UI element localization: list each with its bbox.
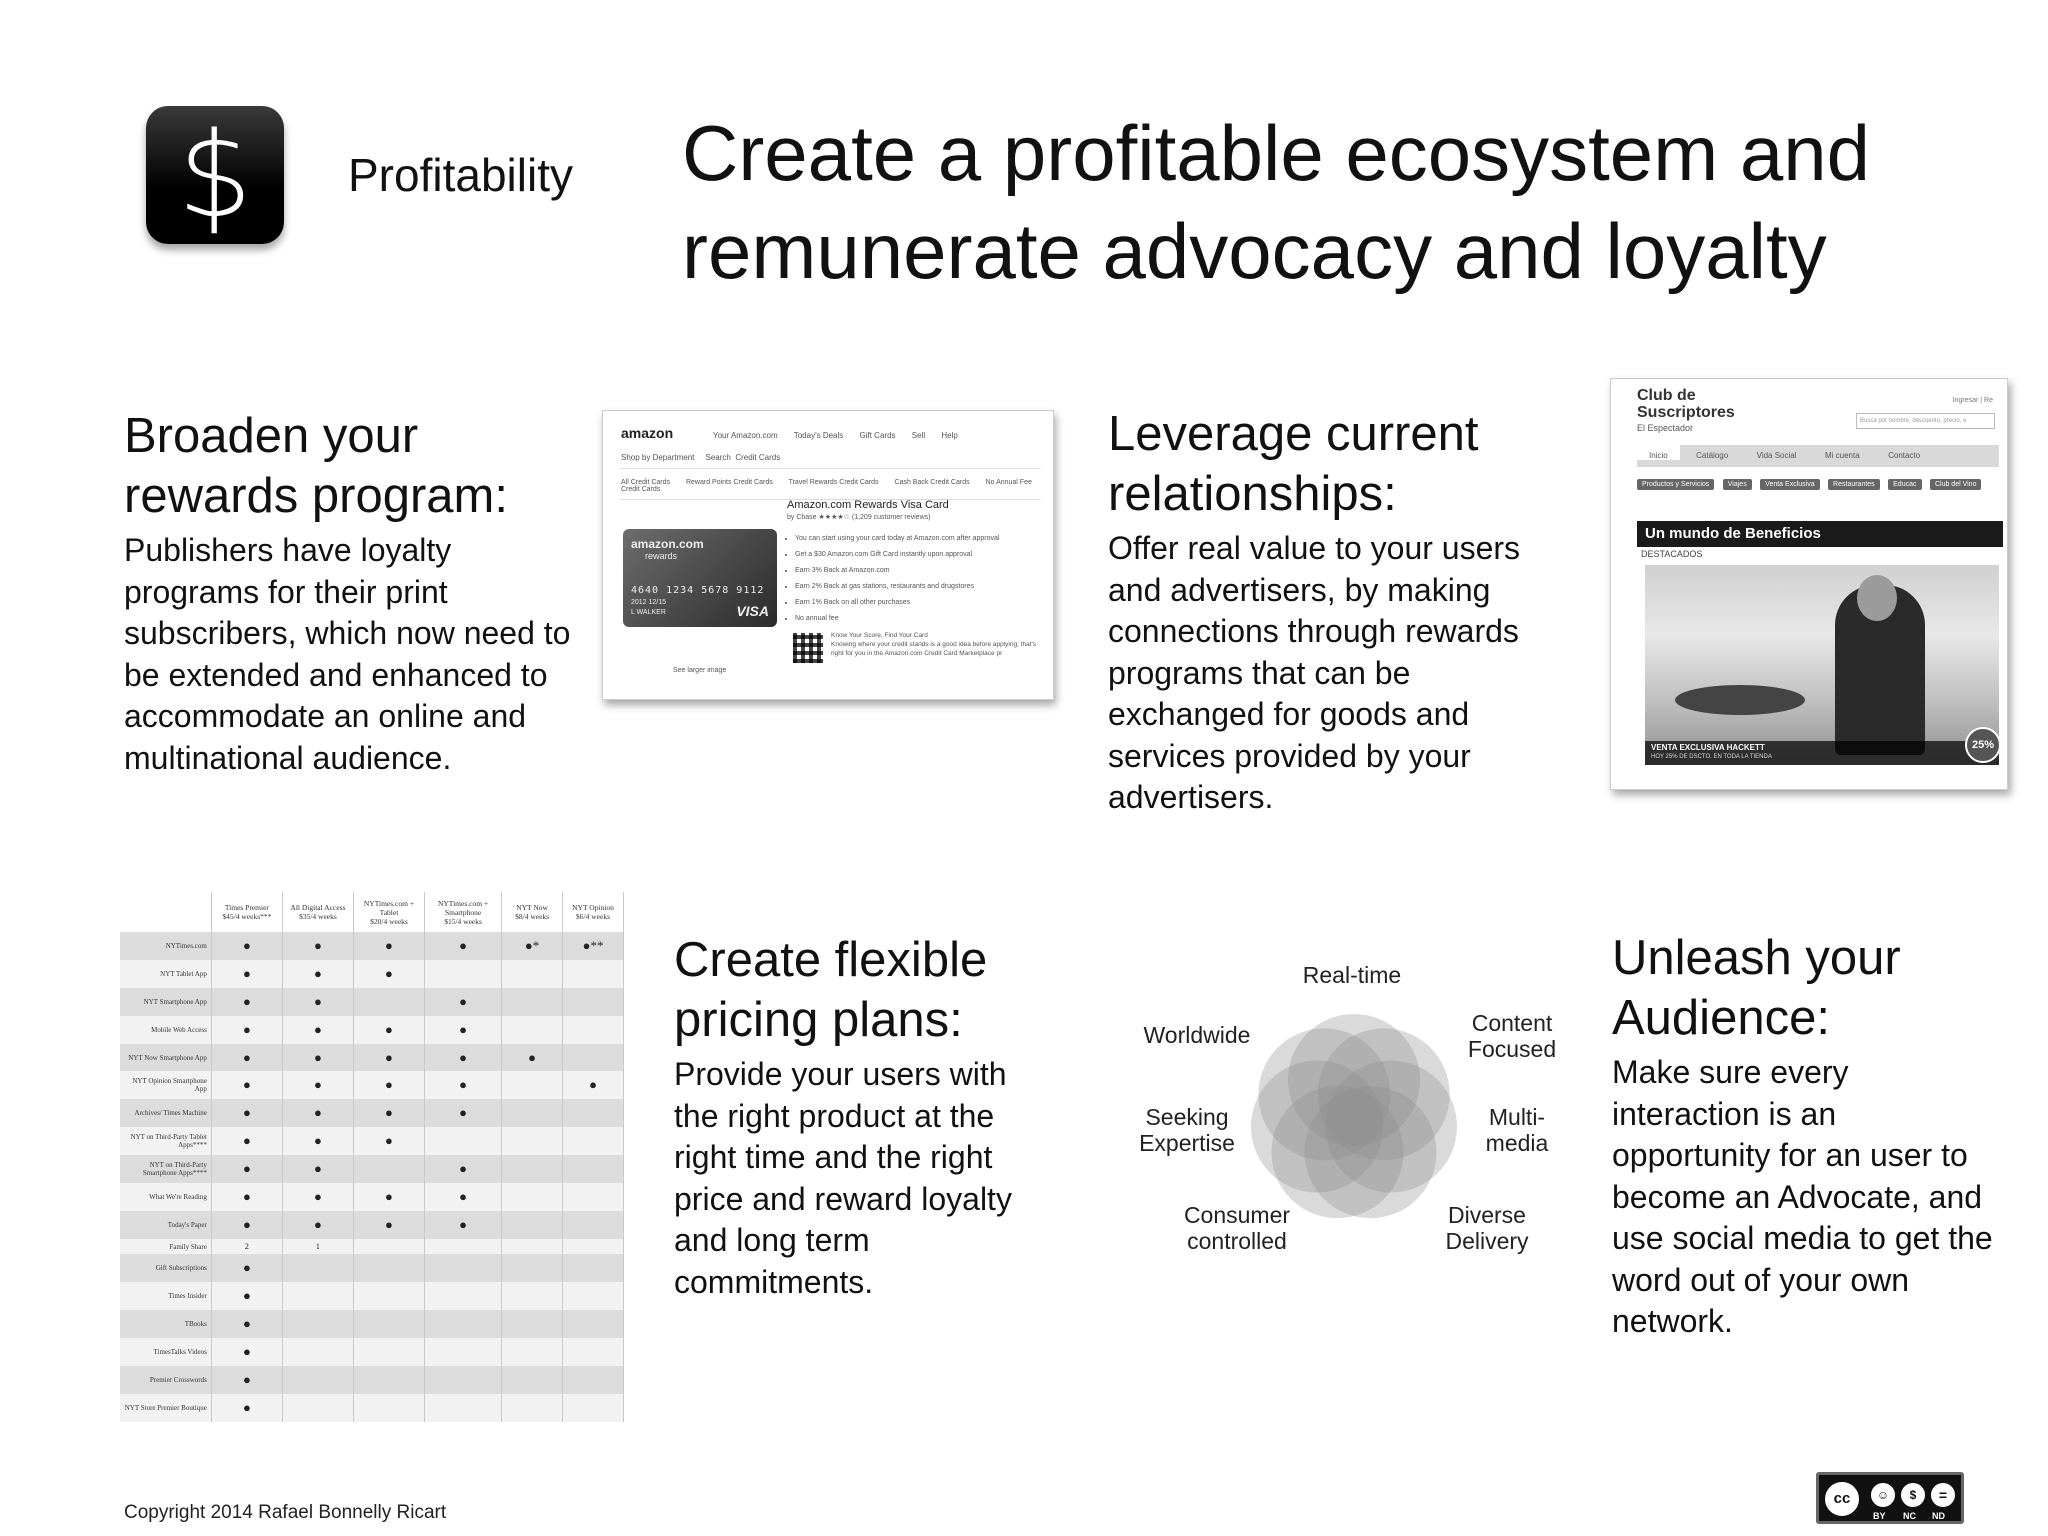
feature-cell: ● — [353, 960, 424, 988]
feature-label: What We're Reading — [120, 1183, 211, 1211]
feature-label: NYT Smartphone App — [120, 988, 211, 1016]
bullet-item: • You can start using your card today at Amazon.com after approval — [795, 531, 1051, 547]
table-row — [120, 1183, 624, 1211]
club-category: Venta Exclusiva — [1760, 479, 1819, 490]
bullet-item: • Earn 2% Back at gas stations, restaurants and drugstores — [795, 579, 1051, 595]
feature-cell — [353, 1338, 424, 1366]
card-brand-sub: rewards — [645, 551, 678, 561]
audience-venn-diagram — [1132, 940, 1572, 1280]
feature-cell — [502, 1282, 563, 1310]
feature-cell: ● — [282, 932, 353, 960]
cc-term-by: BY — [1873, 1511, 1886, 1521]
feature-cell — [353, 1282, 424, 1310]
feature-cell: ● — [211, 1099, 282, 1127]
feature-cell — [425, 1282, 502, 1310]
amazon-nav-item: Help — [941, 431, 958, 440]
feature-cell — [563, 1211, 624, 1239]
card-number: 4640 1234 5678 9112 — [631, 585, 765, 596]
club-logo-line-2: Suscriptores — [1637, 404, 1735, 421]
feature-cell: ● — [211, 1310, 282, 1338]
feature-cell: ● — [425, 1183, 502, 1211]
plan-name: NYTimes.com + Smartphone — [437, 898, 489, 917]
feature-cell — [563, 1099, 624, 1127]
feature-cell: ● — [282, 1211, 353, 1239]
section-title — [1612, 928, 2002, 1048]
section-body: Make sure every interaction is an opportunity for an user to become an Advocate, and use social media to get the word out of your own network. — [1612, 1054, 1993, 1339]
venn-label-real-time: Real-time — [1302, 962, 1402, 988]
feature-cell: ● — [211, 1155, 282, 1183]
venn-circle — [1258, 1028, 1390, 1160]
section-leverage-relationships — [1108, 404, 1548, 819]
feature-cell: ● — [282, 1071, 353, 1099]
amazon-department-bar — [621, 453, 1041, 469]
feature-cell: ● — [211, 1044, 282, 1072]
pricing-table-corner — [120, 892, 211, 932]
club-logo-line-1: Club de — [1637, 387, 1696, 404]
pricing-column-header — [563, 892, 624, 932]
feature-label: NYTimes.com — [120, 932, 211, 960]
pricing-column-header — [425, 892, 502, 932]
feature-cell: ● — [282, 1016, 353, 1044]
section-title — [124, 406, 594, 526]
pricing-table-header — [120, 892, 624, 932]
feature-cell: ● — [425, 1016, 502, 1044]
section-body: Provide your users with the right product at the right time and the right price and reward loyalty and long term commitments. — [674, 1056, 1012, 1300]
section-title — [1108, 404, 1548, 524]
feature-label: Premier Crosswords — [120, 1366, 211, 1394]
plan-name: NYT Opinion — [572, 903, 614, 912]
amazon-tab: Reward Points Credit Cards — [685, 479, 773, 486]
plan-name: NYT Now — [516, 903, 548, 912]
amazon-nav — [713, 431, 1043, 440]
feature-cell: ● — [211, 1211, 282, 1239]
feature-cell: ● — [211, 1183, 282, 1211]
feature-cell: ● — [211, 988, 282, 1016]
feature-cell: ● — [425, 932, 502, 960]
plan-price: $15/4 weeks — [444, 916, 482, 926]
feature-cell: ● — [282, 988, 353, 1016]
feature-cell: ● — [211, 1366, 282, 1394]
feature-cell — [282, 1394, 353, 1422]
photo-person-head — [1857, 575, 1897, 621]
plan-price: $20/4 weeks — [370, 916, 408, 926]
feature-cell: ● — [353, 1071, 424, 1099]
venn-label-consumer-controlled: Consumer controlled — [1183, 1202, 1291, 1254]
plan-price: $6/4 weeks — [576, 912, 610, 921]
feature-cell — [353, 1254, 424, 1282]
amazon-search-value: Credit Cards — [735, 453, 781, 462]
feature-cell — [563, 1310, 624, 1338]
feature-cell — [502, 1338, 563, 1366]
photo-table — [1675, 685, 1805, 715]
feature-label: NYT Now Smartphone App — [120, 1044, 211, 1072]
feature-cell: ● — [282, 1183, 353, 1211]
feature-label: NYT on Third-Party Tablet Apps**** — [120, 1127, 211, 1155]
plan-price: $8/4 weeks — [515, 912, 550, 921]
qr-code-icon — [793, 633, 823, 663]
feature-cell: ● — [353, 1183, 424, 1211]
know-title: Know Your Score, Find Your Card — [831, 632, 928, 639]
feature-cell — [353, 1155, 424, 1183]
star-rating-icon: ★★★★☆ — [818, 514, 850, 521]
feature-cell — [502, 1211, 563, 1239]
table-row — [120, 1211, 624, 1239]
bullet-item: • Earn 3% Back at Amazon.com — [795, 563, 1051, 579]
section-title-line-1: Create flexible — [674, 933, 988, 987]
club-category: Restaurantes — [1828, 479, 1880, 490]
feature-cell — [563, 1282, 624, 1310]
product-byline — [787, 513, 930, 521]
page-title-line-2: remunerate advocacy and loyalty — [682, 207, 1827, 295]
plan-name: All Digital Access — [290, 903, 346, 912]
club-tab: Vida Social — [1756, 451, 1797, 460]
feature-label: Mobile Web Access — [120, 1016, 211, 1044]
feature-cell — [425, 1254, 502, 1282]
feature-cell: ● — [211, 932, 282, 960]
section-title-line-2: Audience: — [1612, 991, 1830, 1045]
discount-badge: 25% — [1965, 727, 2001, 763]
club-tab: Contacto — [1888, 451, 1921, 460]
plan-name: Times Premier — [224, 903, 269, 912]
table-row — [120, 1016, 624, 1044]
section-title-line-1: Broaden your — [124, 409, 419, 463]
feature-cell — [502, 1155, 563, 1183]
feature-cell: ● — [282, 960, 353, 988]
feature-cell: ● — [282, 1155, 353, 1183]
see-larger-image-link: See larger image — [673, 667, 727, 674]
plan-price: $35/4 weeks — [299, 912, 337, 921]
feature-cell: ● — [353, 1127, 424, 1155]
feature-cell — [282, 1282, 353, 1310]
feature-cell — [563, 1239, 624, 1255]
feature-cell — [563, 1155, 624, 1183]
feature-cell — [502, 988, 563, 1016]
feature-cell — [502, 1071, 563, 1099]
table-row — [120, 1338, 624, 1366]
club-suscriptores-screenshot — [1610, 378, 2008, 790]
feature-cell — [425, 1366, 502, 1394]
page-title — [682, 104, 1982, 300]
feature-label: Times Insider — [120, 1282, 211, 1310]
club-category: Viajes — [1723, 479, 1752, 490]
table-row — [120, 1282, 624, 1310]
table-row — [120, 1239, 624, 1255]
know-text: Knowing where your credit stands is a good idea before applying; that's right for you in the Amazon.com Credit Card Marketplace pr — [831, 641, 1037, 657]
feature-cell: ● — [282, 1044, 353, 1072]
feature-cell — [502, 1099, 563, 1127]
amazon-nav-item: Sell — [911, 431, 926, 440]
feature-cell: ● — [211, 960, 282, 988]
amazon-tab: All Credit Cards — [621, 479, 671, 486]
bullet-item: • Get a $30 Amazon.com Gift Card instantly upon approval — [795, 547, 1051, 563]
club-category: Educac — [1888, 479, 1921, 490]
card-holder: L WALKER — [631, 609, 666, 616]
feature-cell — [425, 1127, 502, 1155]
feature-cell — [282, 1310, 353, 1338]
club-tab: Mi cuenta — [1824, 451, 1860, 460]
dollar-icon: $ — [146, 106, 284, 244]
section-title-line-1: Unleash your — [1612, 931, 1901, 985]
feature-cell — [563, 1254, 624, 1282]
feature-label: Family Share — [120, 1239, 211, 1255]
feature-cell: ● — [211, 1127, 282, 1155]
table-row — [120, 1366, 624, 1394]
credit-card-image — [623, 529, 777, 627]
feature-cell: ● — [563, 1071, 624, 1099]
category-label: Profitability — [348, 149, 573, 201]
table-row — [120, 932, 624, 960]
pricing-table — [120, 892, 624, 1422]
feature-cell — [563, 1183, 624, 1211]
club-caption-subtitle: HOY 25% DE DSCTO. EN TODA LA TIENDA — [1651, 754, 1772, 760]
pricing-column-header — [353, 892, 424, 932]
table-row — [120, 988, 624, 1016]
table-row — [120, 1155, 624, 1183]
person-icon: ☺ — [1869, 1481, 1897, 1509]
feature-cell: 1 — [282, 1239, 353, 1255]
amazon-rewards-screenshot — [602, 410, 1054, 700]
amazon-logo: amazon — [621, 425, 674, 441]
feature-label: Archives/ Times Machine — [120, 1099, 211, 1127]
venn-label-seeking-expertise: Seeking Expertise — [1139, 1104, 1235, 1156]
section-title-line-1: Leverage current — [1108, 407, 1479, 461]
no-dollar-icon: $ — [1899, 1481, 1927, 1509]
feature-cell — [502, 1016, 563, 1044]
feature-cell: ● — [353, 1099, 424, 1127]
bullet-item: • No annual fee — [795, 611, 1051, 627]
cc-circle: cc — [1823, 1480, 1861, 1518]
table-row — [120, 1254, 624, 1282]
club-tab: Catálogo — [1696, 451, 1729, 460]
club-category: Productos y Servicios — [1637, 479, 1714, 490]
cc-term-nc: NC — [1903, 1511, 1916, 1521]
section-broaden-rewards — [124, 406, 594, 779]
feature-cell: ● — [425, 1211, 502, 1239]
feature-label: NYT Opinion Smartphone App — [120, 1071, 211, 1099]
feature-cell: ● — [425, 1099, 502, 1127]
feature-cell — [282, 1254, 353, 1282]
club-banner: Un mundo de Beneficios — [1637, 521, 2003, 547]
club-tabs — [1637, 445, 1999, 467]
table-row — [120, 1310, 624, 1338]
feature-cell — [425, 1338, 502, 1366]
feature-cell: ● — [211, 1338, 282, 1366]
feature-cell — [425, 1239, 502, 1255]
feature-cell — [425, 960, 502, 988]
feature-cell — [563, 1127, 624, 1155]
section-flexible-pricing — [674, 930, 1054, 1303]
feature-cell — [353, 1239, 424, 1255]
amazon-nav-item: Gift Cards — [859, 431, 896, 440]
feature-cell — [353, 1310, 424, 1338]
club-feature-photo — [1645, 565, 1999, 765]
feature-cell: ● — [211, 1071, 282, 1099]
feature-cell — [502, 1183, 563, 1211]
feature-cell — [353, 1394, 424, 1422]
pricing-column-header — [211, 892, 282, 932]
feature-cell — [502, 1394, 563, 1422]
feature-label: TimesTalks Videos — [120, 1338, 211, 1366]
table-row — [120, 1127, 624, 1155]
club-caption-title: VENTA EXCLUSIVA HACKETT — [1651, 743, 1765, 752]
pricing-column-header — [502, 892, 563, 932]
table-row — [120, 1394, 624, 1422]
club-publisher: El Espectador — [1637, 423, 1694, 433]
feature-cell: ● — [353, 932, 424, 960]
venn-label-multi-media: Multi-media — [1485, 1104, 1549, 1156]
section-title-line-2: relationships: — [1108, 467, 1397, 521]
section-title-line-2: rewards program: — [124, 469, 508, 523]
table-row — [120, 960, 624, 988]
feature-cell — [353, 988, 424, 1016]
pricing-column-header — [282, 892, 353, 932]
feature-label: NYT on Third-Party Smartphone Apps**** — [120, 1155, 211, 1183]
amazon-search-label: Search — [705, 453, 731, 462]
feature-cell — [563, 988, 624, 1016]
feature-label: NYT Store Premier Boutique — [120, 1394, 211, 1422]
feature-label: Gift Subscriptions — [120, 1254, 211, 1282]
feature-cell: ● — [425, 1155, 502, 1183]
feature-cell — [502, 1254, 563, 1282]
section-body: Offer real value to your users and advertisers, by making connections through rewards programs that can be exchanged for goods and services provided by your advertisers. — [1108, 530, 1521, 815]
feature-cell — [282, 1338, 353, 1366]
amazon-tab: Travel Rewards Credit Cards — [788, 479, 879, 486]
feature-cell: ● — [353, 1211, 424, 1239]
plan-name: NYTimes.com + Tablet — [363, 898, 415, 917]
amazon-nav-item: Your Amazon.com — [713, 431, 778, 440]
feature-cell — [563, 1394, 624, 1422]
section-body: Publishers have loyalty programs for their print subscribers, which now need to be extended and enhanced to accommodate an online and multinational audience. — [124, 532, 571, 776]
feature-cell: ● — [211, 1394, 282, 1422]
product-title: Amazon.com Rewards Visa Card — [787, 499, 949, 511]
feature-cell: ●** — [563, 932, 624, 960]
club-login-link: Ingresar | Re — [1952, 397, 1993, 404]
venn-label-diverse-delivery: Diverse Delivery — [1445, 1202, 1529, 1254]
cc-term-nd: ND — [1932, 1511, 1945, 1521]
feature-cell: ● — [425, 1044, 502, 1072]
feature-cell: ● — [282, 1099, 353, 1127]
feature-cell — [502, 1127, 563, 1155]
section-unleash-audience — [1612, 928, 2002, 1343]
feature-cell — [425, 1394, 502, 1422]
feature-cell: ● — [502, 1044, 563, 1072]
feature-cell: ● — [211, 1254, 282, 1282]
club-search-input: Busca por nombre, descuento, precio, e — [1856, 413, 1995, 429]
feature-label: NYT Tablet App — [120, 960, 211, 988]
product-bullets — [787, 531, 1051, 627]
venn-label-worldwide: Worldwide — [1143, 1022, 1251, 1048]
feature-cell: ● — [425, 988, 502, 1016]
feature-cell: ● — [425, 1071, 502, 1099]
amazon-shop-by: Shop by Department — [621, 453, 695, 462]
amazon-nav-item: Today's Deals — [793, 431, 844, 440]
feature-cell — [502, 1310, 563, 1338]
venn-label-content-focused: Content Focused — [1467, 1010, 1557, 1062]
table-row — [120, 1044, 624, 1072]
feature-cell — [563, 1366, 624, 1394]
feature-cell: ● — [353, 1016, 424, 1044]
feature-cell — [563, 1016, 624, 1044]
visa-logo: VISA — [736, 603, 769, 619]
section-title-line-2: pricing plans: — [674, 993, 963, 1047]
club-categories — [1637, 473, 2003, 496]
feature-cell — [502, 1239, 563, 1255]
feature-cell: ● — [282, 1127, 353, 1155]
club-destacados: DESTACADOS — [1641, 549, 1703, 559]
feature-cell — [353, 1366, 424, 1394]
feature-cell: ● — [211, 1282, 282, 1310]
feature-cell — [563, 1338, 624, 1366]
feature-cell: ● — [353, 1044, 424, 1072]
feature-cell — [563, 1044, 624, 1072]
table-row — [120, 1099, 624, 1127]
feature-cell: ●* — [502, 932, 563, 960]
table-row — [120, 1071, 624, 1099]
product-by: by Chase — [787, 514, 817, 521]
bullet-item: • Earn 1% Back on all other purchases — [795, 595, 1051, 611]
card-brand: amazon.com — [631, 537, 704, 551]
page-title-line-1: Create a profitable ecosystem and — [682, 109, 1870, 197]
amazon-card-tabs — [621, 479, 1041, 500]
feature-cell — [502, 960, 563, 988]
feature-cell: ● — [211, 1016, 282, 1044]
section-title — [674, 930, 1054, 1050]
feature-cell — [425, 1310, 502, 1338]
amazon-tab: No Annual Fee Credit Cards — [621, 479, 1032, 493]
feature-label: Today's Paper — [120, 1211, 211, 1239]
copyright-notice: Copyright 2014 Rafael Bonnelly Ricart — [124, 1502, 447, 1523]
feature-cell — [502, 1366, 563, 1394]
pricing-table-body — [120, 932, 624, 1422]
club-category: Club del Vino — [1930, 479, 1982, 490]
feature-cell — [563, 960, 624, 988]
feature-cell: 2 — [211, 1239, 282, 1255]
club-tab: Inicio — [1637, 445, 1680, 460]
amazon-tab: Cash Back Credit Cards — [894, 479, 970, 486]
rating-text: (1,209 customer reviews) — [851, 514, 931, 521]
know-your-score — [831, 631, 1045, 658]
cc-by-nc-nd-icon — [1816, 1472, 1964, 1524]
equals-icon: = — [1929, 1481, 1957, 1509]
card-expiry: 2012 12/15 — [631, 599, 667, 606]
feature-cell — [282, 1366, 353, 1394]
club-logo — [1637, 387, 1735, 421]
plan-price: $45/4 weeks*** — [222, 912, 272, 921]
feature-label: TBooks — [120, 1310, 211, 1338]
